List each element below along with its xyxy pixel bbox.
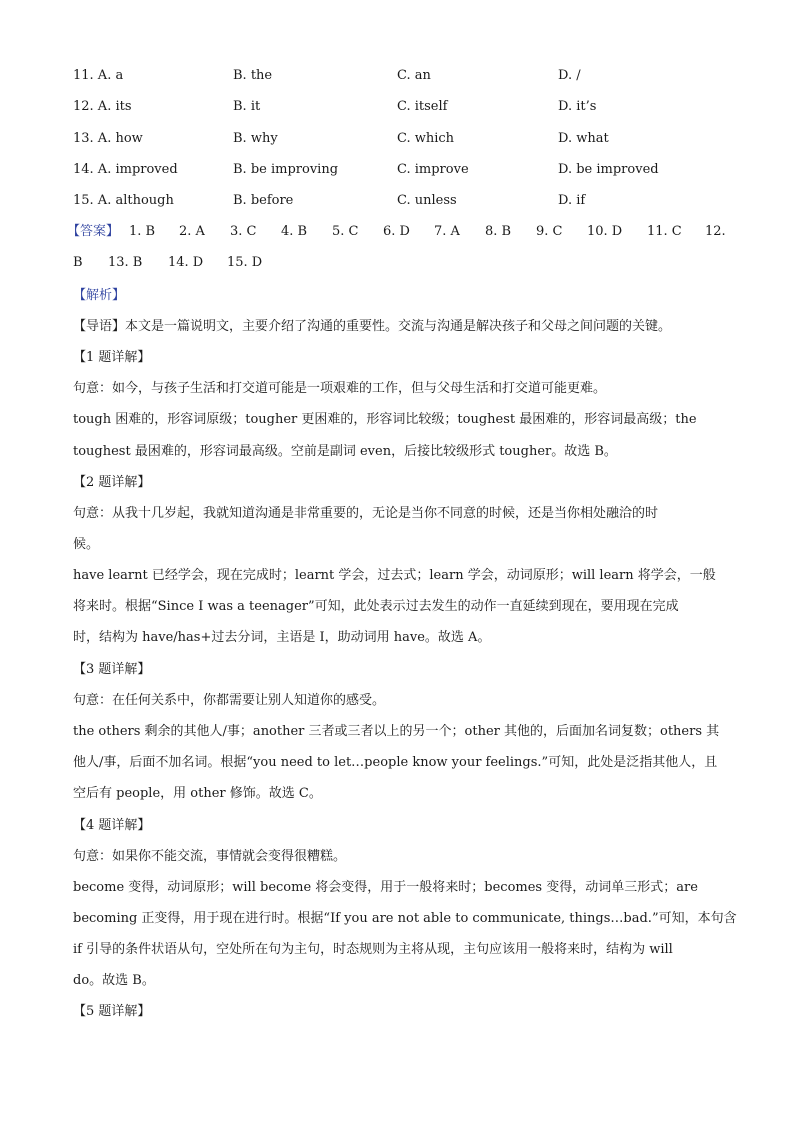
q2-explanation: have learnt 已经学会，现在完成时；learnt 学会，过去式；learn 学会，动词原形；will learn 将学会，一般 — [73, 568, 716, 583]
option-d: D. be improved — [558, 162, 659, 177]
q3-explanation: the others 剩余的其他人/事；another 三者或三者以上的另一个；other 其他的，后面加名词复数；others 其 — [73, 724, 720, 739]
answer-item: 8. B — [485, 224, 512, 239]
answer-item: 14. D — [168, 255, 204, 270]
option-b: B. it — [233, 99, 261, 114]
answer-item: 4. B — [281, 224, 308, 239]
option-d: D. if — [558, 193, 586, 208]
answer-item: B — [73, 255, 83, 270]
answer-item: 6. D — [383, 224, 410, 239]
option-d: D. what — [558, 131, 609, 146]
option-a: 15. A. although — [73, 193, 174, 208]
q1-meaning: 句意：如今，与孩子生活和打交道可能是一项艰难的工作，但与父母生活和打交道可能更难。 — [73, 381, 607, 396]
q2-meaning: 句意：从我十几岁起，我就知道沟通是非常重要的，无论是当你不同意的时候，还是当你相处融洽的时 — [73, 506, 659, 521]
answer-row-2 — [73, 252, 733, 274]
option-c: C. itself — [397, 99, 448, 114]
q1-explanation: tough 困难的，形容词原级；tougher 更困难的，形容词比较级；toughest 最困难的，形容词最高级；the — [73, 412, 697, 427]
answer-item: 1. B — [129, 224, 156, 239]
option-d: D. / — [558, 68, 581, 83]
q3-heading: 【3 题详解】 — [73, 662, 151, 677]
answer-item: 11. C — [647, 224, 682, 239]
answer-item: 10. D — [587, 224, 623, 239]
intro-text: 【导语】本文是一篇说明文，主要介绍了沟通的重要性。交流与沟通是解决孩子和父母之间问题的关键。 — [73, 319, 672, 334]
answer-label: 【答案】 — [67, 224, 120, 239]
q3-explanation: 他人/事，后面不加名词。根据“you need to let…people know your feelings.”可知，此处是泛指其他人，且 — [73, 755, 718, 770]
option-a: 11. A. a — [73, 68, 124, 83]
answer-item: 12. — [705, 224, 726, 239]
q3-explanation: 空后有 people，用 other 修饰。故选 C。 — [73, 786, 322, 801]
option-row-13 — [73, 128, 753, 150]
q4-explanation: become 变得，动词原形；will become 将会变得，用于一般将来时；becomes 变得，动词单三形式；are — [73, 880, 698, 895]
option-row-14 — [73, 159, 753, 181]
q4-meaning: 句意：如果你不能交流，事情就会变得很糟糕。 — [73, 849, 347, 864]
answer-item: 2. A — [179, 224, 205, 239]
answer-item: 15. D — [227, 255, 263, 270]
option-row-12 — [73, 96, 753, 118]
q4-explanation: do。故选 B。 — [73, 973, 155, 988]
answer-item: 13. B — [108, 255, 143, 270]
analysis-label: 【解析】 — [73, 288, 126, 303]
q2-heading: 【2 题详解】 — [73, 475, 151, 490]
option-d: D. it’s — [558, 99, 597, 114]
q2-explanation: 时，结构为 have/has+过去分词，主语是 I，助动词用 have。故选 A。 — [73, 630, 491, 645]
answer-item: 5. C — [332, 224, 359, 239]
option-b: B. why — [233, 131, 278, 146]
answer-item: 9. C — [536, 224, 563, 239]
option-b: B. before — [233, 193, 294, 208]
q1-heading: 【1 题详解】 — [73, 350, 151, 365]
answer-row — [67, 221, 733, 243]
q4-explanation: becoming 正变得，用于现在进行时。根据“If you are not able to communicate, things…bad.”可知，本句含 — [73, 911, 737, 926]
option-row-15 — [73, 190, 753, 212]
answer-item: 7. A — [434, 224, 460, 239]
q4-explanation: if 引导的条件状语从句，空处所在句为主句，时态规则为主将从现，主句应该用一般将来时，结构为 will — [73, 942, 673, 957]
option-a: 13. A. how — [73, 131, 143, 146]
option-c: C. unless — [397, 193, 457, 208]
q2-explanation: 将来时。根据“Since I was a teenager”可知，此处表示过去发生的动作一直延续到现在，要用现在完成 — [73, 599, 679, 614]
q1-explanation: toughest 最困难的，形容词最高级。空前是副词 even，后接比较级形式 tougher。故选 B。 — [73, 444, 617, 459]
option-row-11 — [73, 65, 753, 87]
option-a: 12. A. its — [73, 99, 132, 114]
option-a: 14. A. improved — [73, 162, 178, 177]
q2-meaning: 候。 — [73, 537, 100, 552]
option-c: C. which — [397, 131, 455, 146]
option-c: C. improve — [397, 162, 469, 177]
q4-heading: 【4 题详解】 — [73, 818, 151, 833]
option-b: B. be improving — [233, 162, 339, 177]
option-c: C. an — [397, 68, 431, 83]
option-b: B. the — [233, 68, 273, 83]
answer-item: 3. C — [230, 224, 257, 239]
q5-heading: 【5 题详解】 — [73, 1004, 151, 1019]
q3-meaning: 句意：在任何关系中，你都需要让别人知道你的感受。 — [73, 693, 386, 708]
